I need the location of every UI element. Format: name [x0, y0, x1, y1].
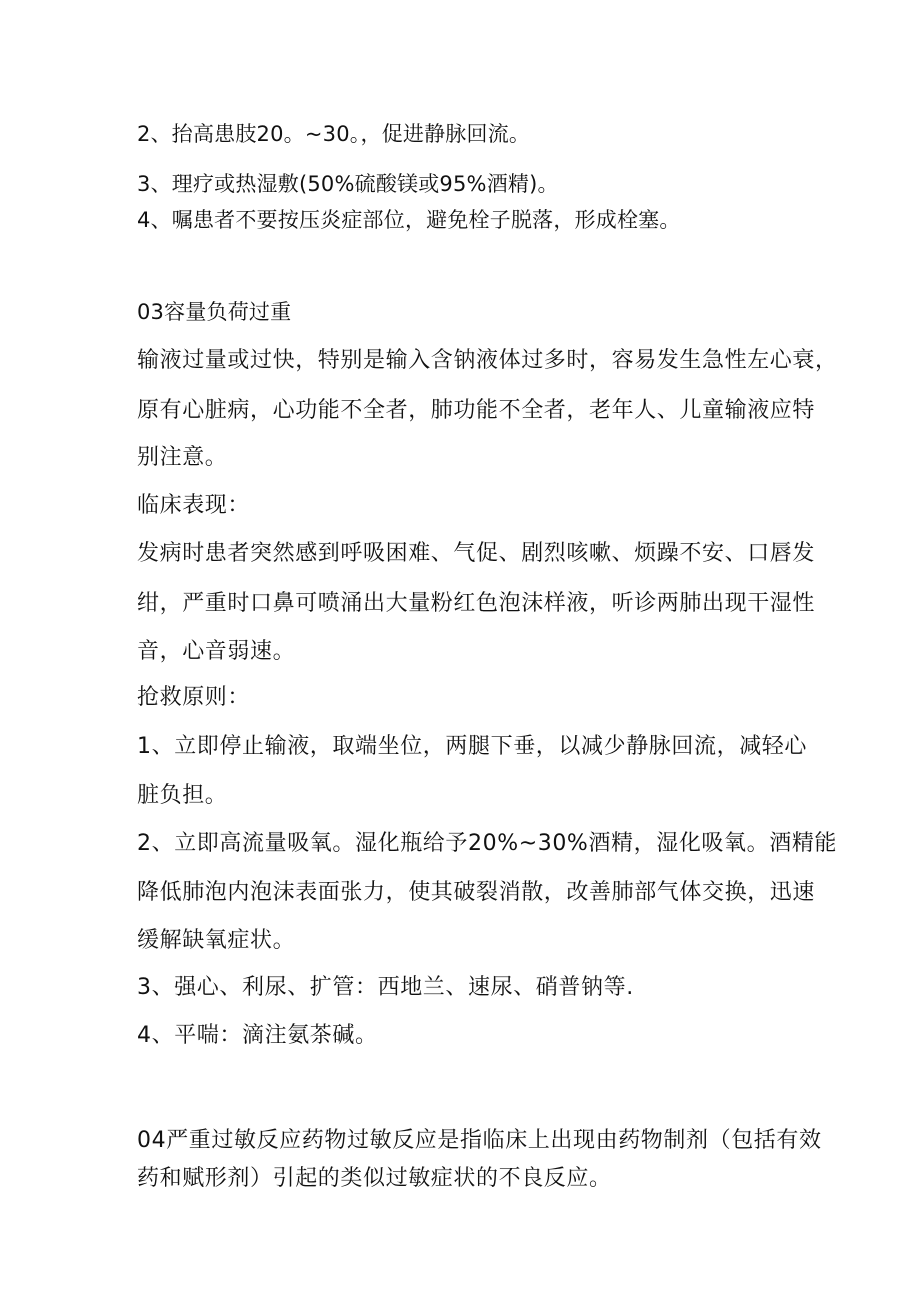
step-3-text: 3、理疗或热湿敷(50%硫酸镁或95%酒精)。: [137, 172, 559, 196]
section-03-description-line: 原有心脏病，心功能不全者，肺功能不全者，老年人、儿童输液应特: [137, 398, 816, 423]
section-04-line: 04严重过敏反应药物过敏反应是指临床上出现由药物制剂（包括有效: [137, 1128, 822, 1153]
clinical-manifestation-line: 发病时患者突然感到呼吸困难、气促、剧烈咳嗽、烦躁不安、口唇发: [137, 541, 816, 566]
rescue-step-line: 2、立即高流量吸氧。湿化瓶给予20%~30%酒精，湿化吸氧。酒精能: [137, 831, 838, 856]
rescue-step-line: 3、强心、利尿、扩管：西地兰、速尿、硝普钠等.: [137, 975, 634, 1000]
section-03-description-line: 别注意。: [137, 445, 228, 470]
step-4-text: 4、嘱患者不要按压炎症部位，避免栓子脱落，形成栓塞。: [137, 208, 681, 232]
section-04-line: 药和赋形剂）引起的类似过敏症状的不良反应。: [137, 1166, 612, 1191]
rescue-step-line: 降低肺泡内泡沫表面张力，使其破裂消散，改善肺部气体交换，迅速: [137, 880, 816, 905]
clinical-manifestation-line: 音，心音弱速。: [137, 639, 296, 664]
section-03-description-line: 输液过量或过快，特别是输入含钠液体过多时，容易发生急性左心衰，: [137, 348, 838, 373]
rescue-step-line: 4、平喘：滴注氨茶碱。: [137, 1023, 378, 1048]
clinical-manifestation-line: 绀，严重时口鼻可喷涌出大量粉红色泡沫样液，听诊两肺出现干湿性: [137, 591, 816, 616]
rescue-principle-label: 抢救原则：: [137, 685, 251, 710]
step-2-text: 2、抬高患肢20。~30。，促进静脉回流。: [137, 122, 531, 146]
rescue-step-line: 1、立即停止输液，取端坐位，两腿下垂，以减少静脉回流，减轻心: [137, 734, 807, 759]
clinical-manifestation-label: 临床表现：: [137, 493, 251, 518]
rescue-step-line: 脏负担。: [137, 783, 228, 808]
rescue-step-line: 缓解缺氧症状。: [137, 928, 296, 953]
section-03-heading: 03容量负荷过重: [137, 300, 292, 324]
